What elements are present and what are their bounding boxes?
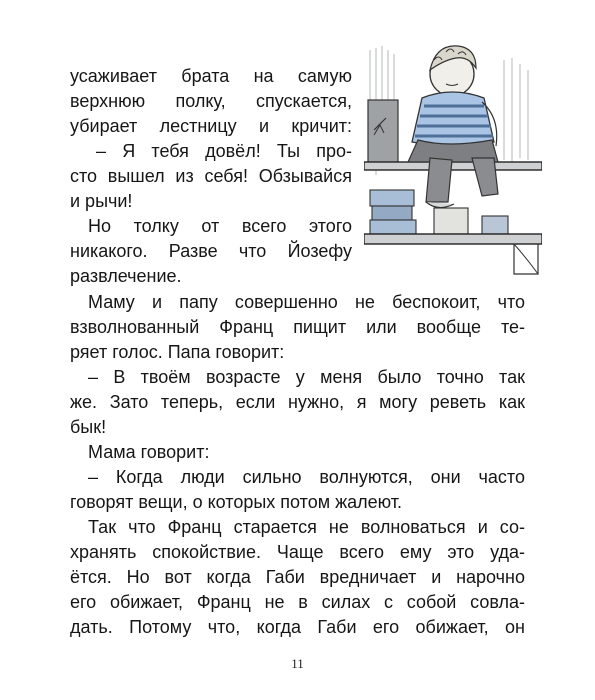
text-line: Но толку от всего этого bbox=[88, 216, 352, 236]
text-line: убирает лестницу и кричит: bbox=[70, 116, 352, 136]
text-line: никакого. Разве что Йозефу bbox=[70, 241, 352, 261]
text-line: дать. Потому что, когда Габи его обижает, он bbox=[70, 617, 525, 637]
text-line: Мама говорит: bbox=[88, 442, 210, 462]
text-line: и рычи! bbox=[70, 191, 133, 211]
text-line: же. Зато теперь, если нужно, я могу реветь как bbox=[70, 392, 525, 412]
text-line: усаживает брата на самую bbox=[70, 66, 352, 86]
text-line: его обижает, Франц не в силах с собой совла- bbox=[70, 592, 525, 612]
text-line: – Я тебя довёл! Ты про- bbox=[96, 141, 352, 161]
text-line: верхнюю полку, спускается, bbox=[70, 91, 352, 111]
text-line: говорят вещи, о которых потом жалеют. bbox=[70, 492, 403, 512]
text-line: Так что Франц старается не волноваться и со- bbox=[88, 517, 525, 537]
text-line: – Когда люди сильно волнуются, они часто bbox=[88, 467, 525, 487]
text-line: Маму и папу совершенно не беспокоит, что bbox=[88, 292, 525, 312]
text-line: ряет голос. Папа говорит: bbox=[70, 342, 285, 362]
text-line: – В твоём возрасте у меня было точно так bbox=[88, 367, 525, 387]
text-line: бык! bbox=[70, 417, 107, 437]
text-line: сто вышел из себя! Обзывайся bbox=[70, 166, 352, 186]
boy-on-shelf-illustration bbox=[364, 40, 542, 276]
text-line: хранять спокойствие. Чаще всего ему это уда- bbox=[70, 542, 525, 562]
text-line: ётся. Но вот когда Габи вредничает и нарочно bbox=[70, 567, 525, 587]
text-line: взволнованный Франц пищит или вообще те- bbox=[70, 317, 525, 337]
page-number: 11 bbox=[291, 656, 304, 671]
text-line: развлечение. bbox=[70, 266, 182, 286]
